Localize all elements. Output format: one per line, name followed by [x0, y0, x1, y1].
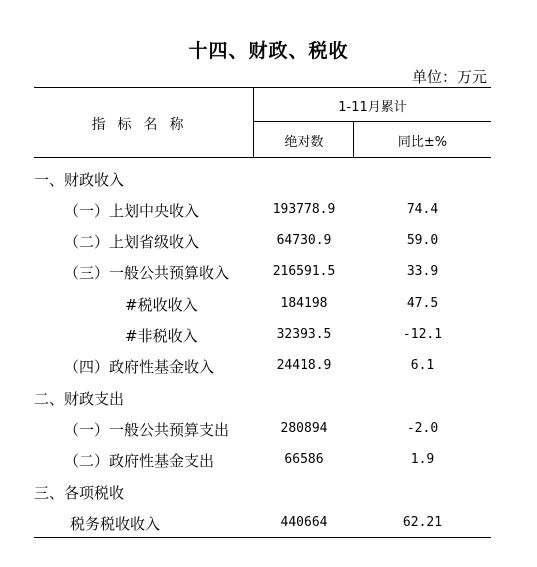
page-title: 十四、财政、税收: [188, 40, 349, 62]
row-label: （一）上划中央收入: [64, 202, 200, 220]
row-absolute: 184198: [280, 296, 328, 311]
row-yoy: 59.0: [406, 233, 439, 248]
row-yoy: 6.1: [410, 358, 435, 373]
row-label: 三、各项税收: [34, 484, 125, 502]
row-label: #非税收入: [125, 327, 198, 345]
row-label: （二）政府性基金支出: [64, 452, 215, 470]
row-label: （二）上划省级收入: [64, 233, 200, 251]
table-row: [34, 225, 491, 256]
header-absolute: 绝对数: [284, 135, 324, 150]
table-row: [34, 444, 491, 475]
table-row: [34, 163, 491, 194]
row-absolute: 193778.9: [272, 202, 336, 217]
table-row: [34, 507, 491, 538]
row-yoy: 33.9: [406, 264, 439, 279]
row-yoy: 47.5: [406, 296, 439, 311]
row-label: 一、财政收入: [34, 171, 125, 189]
row-label: 二、财政支出: [34, 390, 125, 408]
table-row: [34, 350, 491, 381]
table-top-rule: [34, 87, 491, 88]
row-label: （三）一般公共预算收入: [64, 264, 230, 282]
row-label: （一）一般公共预算支出: [64, 421, 230, 439]
row-yoy: -12.1: [402, 327, 443, 342]
table-row: [34, 413, 491, 444]
row-absolute: 32393.5: [276, 327, 332, 342]
header-bottom-rule: [34, 157, 491, 158]
header-mid-rule: [254, 121, 491, 122]
unit-label: 单位：万元: [411, 68, 487, 86]
table-row: [34, 382, 491, 413]
row-absolute: 24418.9: [276, 358, 332, 373]
row-absolute: 280894: [280, 421, 328, 436]
row-yoy: -2.0: [406, 421, 439, 436]
table-row: [34, 256, 491, 287]
row-absolute: 66586: [284, 452, 324, 467]
row-absolute: 64730.9: [276, 233, 332, 248]
row-label: #税收收入: [125, 296, 198, 314]
row-yoy: 1.9: [410, 452, 435, 467]
row-yoy: 62.21: [402, 515, 443, 530]
row-label: 税务税收收入: [70, 515, 161, 533]
row-label: （四）政府性基金收入: [64, 358, 215, 376]
table-row: [34, 319, 491, 350]
row-yoy: 74.4: [406, 202, 439, 217]
header-indicator-name: 指标名称: [91, 117, 196, 133]
row-absolute: 440664: [280, 515, 328, 530]
row-absolute: 216591.5: [272, 264, 336, 279]
header-yoy: 同比±%: [397, 135, 448, 150]
table-row: [34, 476, 491, 507]
table-row: [34, 288, 491, 319]
table-row: [34, 194, 491, 225]
header-period: 1-11月累计: [338, 100, 407, 115]
